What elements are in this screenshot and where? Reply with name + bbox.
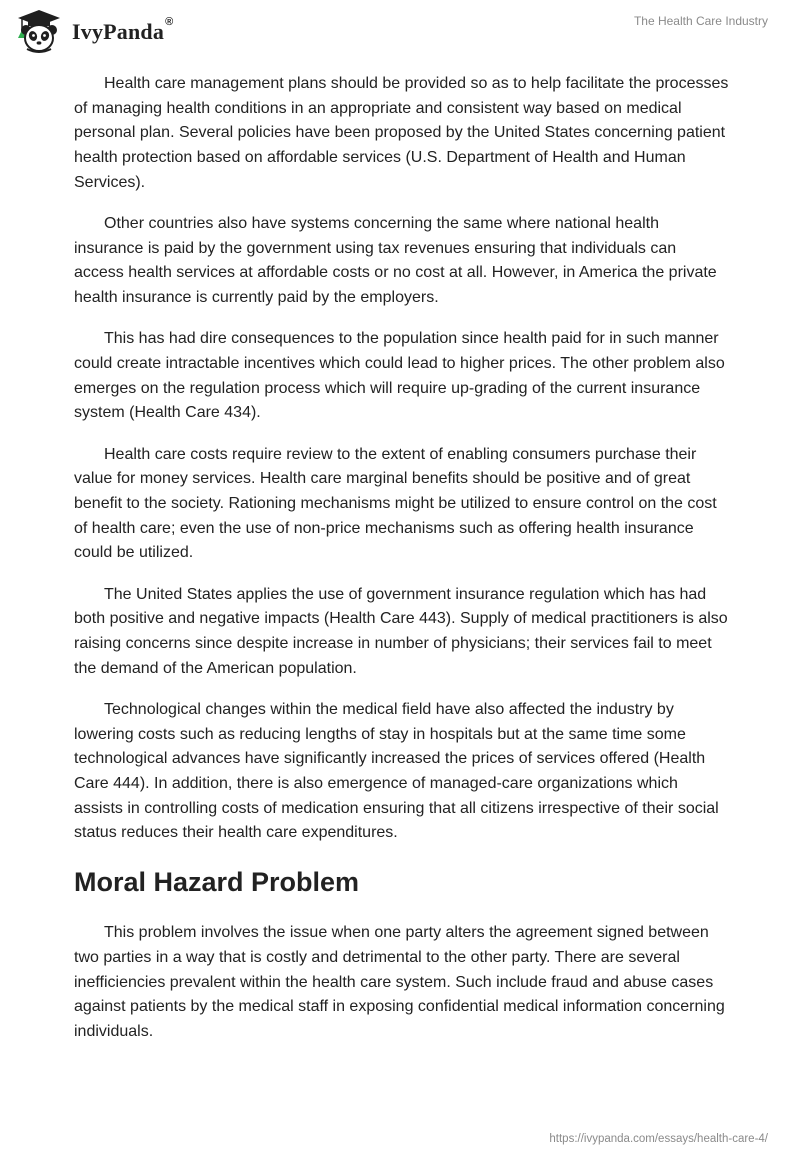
essay-paragraph: This has had dire consequences to the population since health paid for in such manner could create intractable incentives which could lead to higher prices. The other problem also emerges on the regulation process which will require up-grading of the current insurance system (Health Care 434). — [74, 330, 725, 422]
essay-paragraph: Health care management plans should be provided so as to help facilitate the processes of managing health conditions in an appropriate and consistent way based on medical personal plan. Several policies have been proposed by the United States concerning patient health protection based on affordable services (U.S. Department of Health and Human Services). — [74, 75, 729, 191]
section-heading: Moral Hazard Problem — [74, 867, 360, 898]
source-url[interactable]: https://ivypanda.com/essays/health-care-4/ — [549, 1133, 768, 1145]
brand-name-text: IvyPanda — [72, 19, 165, 44]
document-title: The Health Care Industry — [633, 14, 768, 28]
registered-mark: ® — [165, 16, 174, 28]
page-header — [0, 0, 800, 60]
brand-logo[interactable] — [14, 8, 173, 54]
essay-paragraph: The United States applies the use of government insurance regulation which has had both positive and negative impacts (Health Care 443). Supply of medical practitioners is also raising concerns since despite increase in number of physicians; their services fail to meet the demand of the American population. — [74, 585, 728, 677]
essay-paragraph: Other countries also have systems concerning the same where national health insurance is paid by the government using tax revenues ensuring that individuals can access health services at affordable costs or no cost at all. However, in America the private health insurance is currently paid by the employers. — [74, 215, 717, 307]
panda-graduate-icon — [14, 8, 64, 54]
essay-paragraph: This problem involves the issue when one party alters the agreement signed between two parties in a way that is costly and detrimental to the other party. There are several inefficiencies prevalent within the health care system. Such include fraud and abuse cases against patients by the medical staff in exposing confidential medical information concerning individuals. — [74, 924, 725, 1040]
essay-content — [74, 72, 729, 1061]
essay-paragraph: Technological changes within the medical field have also affected the industry by lowering costs such as reducing lengths of stay in hospitals but at the same time some technological advances have significantly increased the prices of services offered (Health Care 444). In addition, there is also emergence of managed-care organizations which assists in controlling costs of medication ensuring that all citizens irrespective of their social status reduces their health care expenditures. — [74, 700, 719, 842]
brand-name — [72, 16, 174, 45]
essay-paragraph: Health care costs require review to the extent of enabling consumers purchase their value for money services. Health care marginal benefits should be positive and of great benefit to the society. Rationing mechanisms might be utilized to ensure control on the cost of health care; even the use of non-price mechanisms such as offering health insurance could be utilized. — [74, 445, 717, 562]
